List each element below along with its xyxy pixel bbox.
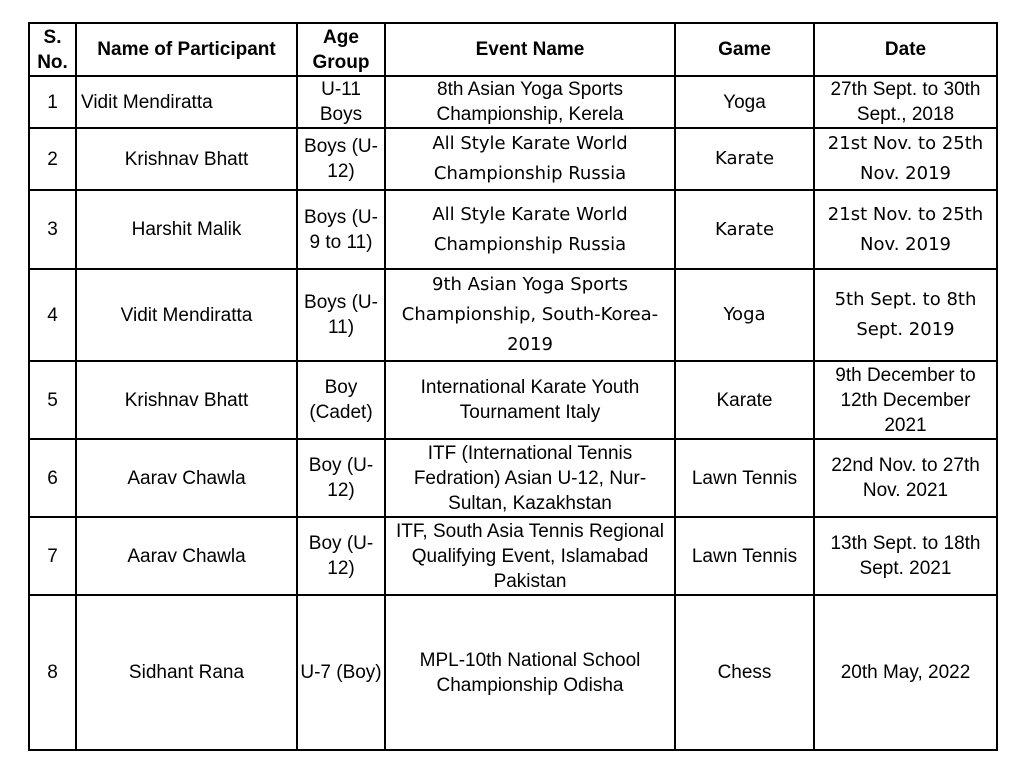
cell-age-group: Boy (U-12) (297, 439, 385, 517)
cell-date: 5th Sept. to 8th Sept. 2019 (814, 269, 997, 361)
header-date: Date (814, 23, 997, 76)
cell-event: MPL-10th National School Championship Odisha (385, 595, 675, 750)
cell-age-group: U-11 Boys (297, 76, 385, 128)
cell-age-group: Boys (U-12) (297, 128, 385, 190)
cell-date: 27th Sept. to 30th Sept., 2018 (814, 76, 997, 128)
cell-name: Krishnav Bhatt (76, 128, 297, 190)
cell-game: Yoga (675, 269, 814, 361)
cell-game: Karate (675, 190, 814, 269)
cell-game: Lawn Tennis (675, 517, 814, 595)
cell-game: Lawn Tennis (675, 439, 814, 517)
table-row (29, 190, 997, 269)
cell-sno: 3 (29, 190, 76, 269)
cell-sno: 7 (29, 517, 76, 595)
table-row (29, 361, 997, 439)
table-row (29, 595, 997, 750)
cell-date: 9th December to 12th December 2021 (814, 361, 997, 439)
cell-game: Karate (675, 361, 814, 439)
table-row (29, 517, 997, 595)
participants-table (28, 22, 998, 751)
cell-name: Vidit Mendiratta (76, 76, 297, 128)
cell-event: 8th Asian Yoga Sports Championship, Kerela (385, 76, 675, 128)
header-age-group: Age Group (297, 23, 385, 76)
header-event-name: Event Name (385, 23, 675, 76)
cell-date: 22nd Nov. to 27th Nov. 2021 (814, 439, 997, 517)
header-game: Game (675, 23, 814, 76)
cell-game: Yoga (675, 76, 814, 128)
cell-date: 20th May, 2022 (814, 595, 997, 750)
cell-sno: 5 (29, 361, 76, 439)
cell-game: Karate (675, 128, 814, 190)
table-row (29, 76, 997, 128)
cell-sno: 1 (29, 76, 76, 128)
cell-date: 13th Sept. to 18th Sept. 2021 (814, 517, 997, 595)
cell-sno: 8 (29, 595, 76, 750)
cell-name: Aarav Chawla (76, 517, 297, 595)
cell-event: 9th Asian Yoga Sports Championship, South-Korea-2019 (385, 269, 675, 361)
header-sno: S. No. (29, 23, 76, 76)
header-row (29, 23, 997, 76)
cell-age-group: Boys (U- 11) (297, 269, 385, 361)
cell-date: 21st Nov. to 25th Nov. 2019 (814, 190, 997, 269)
cell-name: Vidit Mendiratta (76, 269, 297, 361)
table-row (29, 439, 997, 517)
table-row (29, 269, 997, 361)
cell-name: Harshit Malik (76, 190, 297, 269)
cell-game: Chess (675, 595, 814, 750)
header-name: Name of Participant (76, 23, 297, 76)
cell-sno: 4 (29, 269, 76, 361)
cell-age-group: Boy (Cadet) (297, 361, 385, 439)
cell-event: All Style Karate World Championship Russia (385, 190, 675, 269)
cell-age-group: U-7 (Boy) (297, 595, 385, 750)
table-row (29, 128, 997, 190)
cell-sno: 6 (29, 439, 76, 517)
cell-event: International Karate Youth Tournament Italy (385, 361, 675, 439)
cell-date: 21st Nov. to 25th Nov. 2019 (814, 128, 997, 190)
cell-event: ITF, South Asia Tennis Regional Qualifying Event, Islamabad Pakistan (385, 517, 675, 595)
cell-event: ITF (International Tennis Fedration) Asian U-12, Nur-Sultan, Kazakhstan (385, 439, 675, 517)
cell-name: Aarav Chawla (76, 439, 297, 517)
cell-age-group: Boy (U-12) (297, 517, 385, 595)
cell-name: Sidhant Rana (76, 595, 297, 750)
cell-sno: 2 (29, 128, 76, 190)
cell-name: Krishnav Bhatt (76, 361, 297, 439)
cell-age-group: Boys (U-9 to 11) (297, 190, 385, 269)
cell-event: All Style Karate World Championship Russia (385, 128, 675, 190)
